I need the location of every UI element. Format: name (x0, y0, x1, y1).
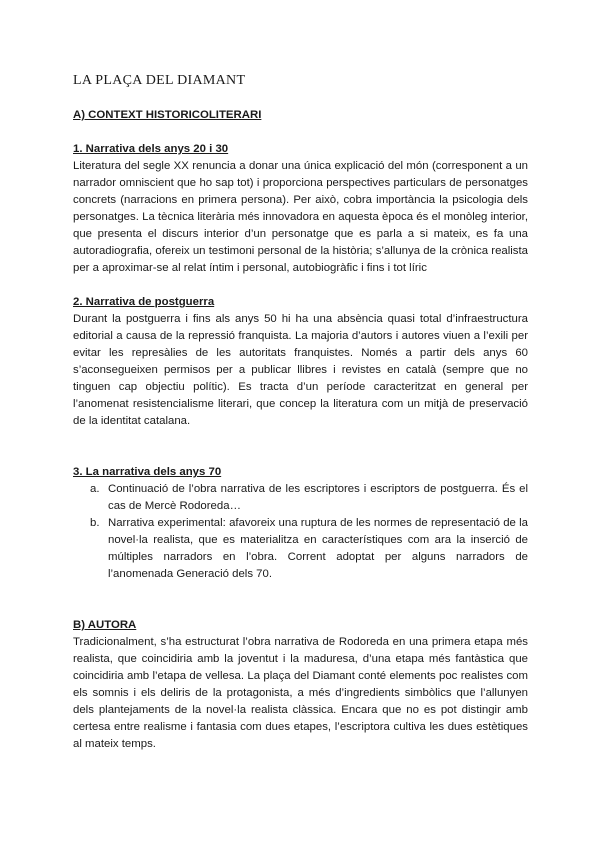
subsection-3-list (73, 481, 528, 583)
list-item (90, 481, 528, 515)
section-b-heading: B) AUTORA (73, 619, 137, 631)
document-title: LA PLAÇA DEL DIAMANT (73, 73, 246, 88)
list-item (90, 515, 528, 583)
list-item-text: Narrativa experimental: afavoreix una ruptura de les normes de representació de la novel·la realista, que es materialitza en característiques com ara la inserció de múltiples narradors en l’obra. Corrent adoptat per alguns narradors de l’anomenada Generació dels 70. (108, 517, 528, 580)
list-marker: a. (90, 483, 100, 495)
subsection-1-heading: 1. Narrativa dels anys 20 i 30 (73, 143, 229, 155)
subsection-1-paragraph: Literatura del segle XX renuncia a donar una única explicació del món (corresponent a un narrador omniscient que ho sap tot) i proporciona perspectives particulars de personatges concrets (narracions en primera persona). Per això, cobra importància la psicologia dels personatges. La tècnica literària més innovadora en aquesta època és el monòleg interior, que presenta el discurs interior d’un personatge que es parla a si mateix, es fa una autoradiografia, ofereix un testimoni personal de la història; s’allunya de la crònica realista per a aproximar-se al relat íntim i personal, autobiogràfic i fins i tot líric (73, 160, 528, 274)
section-b-paragraph: Tradicionalment, s’ha estructurat l’obra narrativa de Rodoreda en una primera etapa més realista, que coincidiria amb la joventut i la maduresa, d’una etapa més fantàstica que coincidiria amb l’etapa de vellesa. La plaça del Diamant conté elements poc realistes com els somnis i els deliris de la protagonista, a més d’ingredients simbòlics que l’allunyen dels plantejaments de la novel·la realista clàssica. Encara que no es pot distingir amb certesa entre realisme i fantasia com dues etapes, l’escriptora cultiva les dues estètiques al mateix temps. (73, 636, 528, 750)
subsection-2-heading: 2. Narrativa de postguerra (73, 296, 215, 308)
section-a-heading: A) CONTEXT HISTORICOLITERARI (73, 109, 262, 121)
list-item-text: Continuació de l’obra narrativa de les escriptores i escriptors de postguerra. És el cas de Mercè Rodoreda… (108, 483, 528, 512)
subsection-2-paragraph: Durant la postguerra i fins als anys 50 hi ha una absència quasi total d’infraestructura editorial a causa de la repressió franquista. La majoria d’autors i autores viuen a l’exili per evitar les represàlies de les autoritats franquistes. Només a partir dels anys 60 s’aconsegueixen permisos per a publicar llibres i revistes en català (sempre que no tinguen cap objectiu polític). Es tracta d’un període caracteritzat en general per l’anomenat resistencialisme literari, que concep la literatura com un mitjà de preservació de la identitat catalana. (73, 313, 528, 427)
list-marker: b. (90, 517, 100, 529)
subsection-3-heading: 3. La narrativa dels anys 70 (73, 466, 222, 478)
